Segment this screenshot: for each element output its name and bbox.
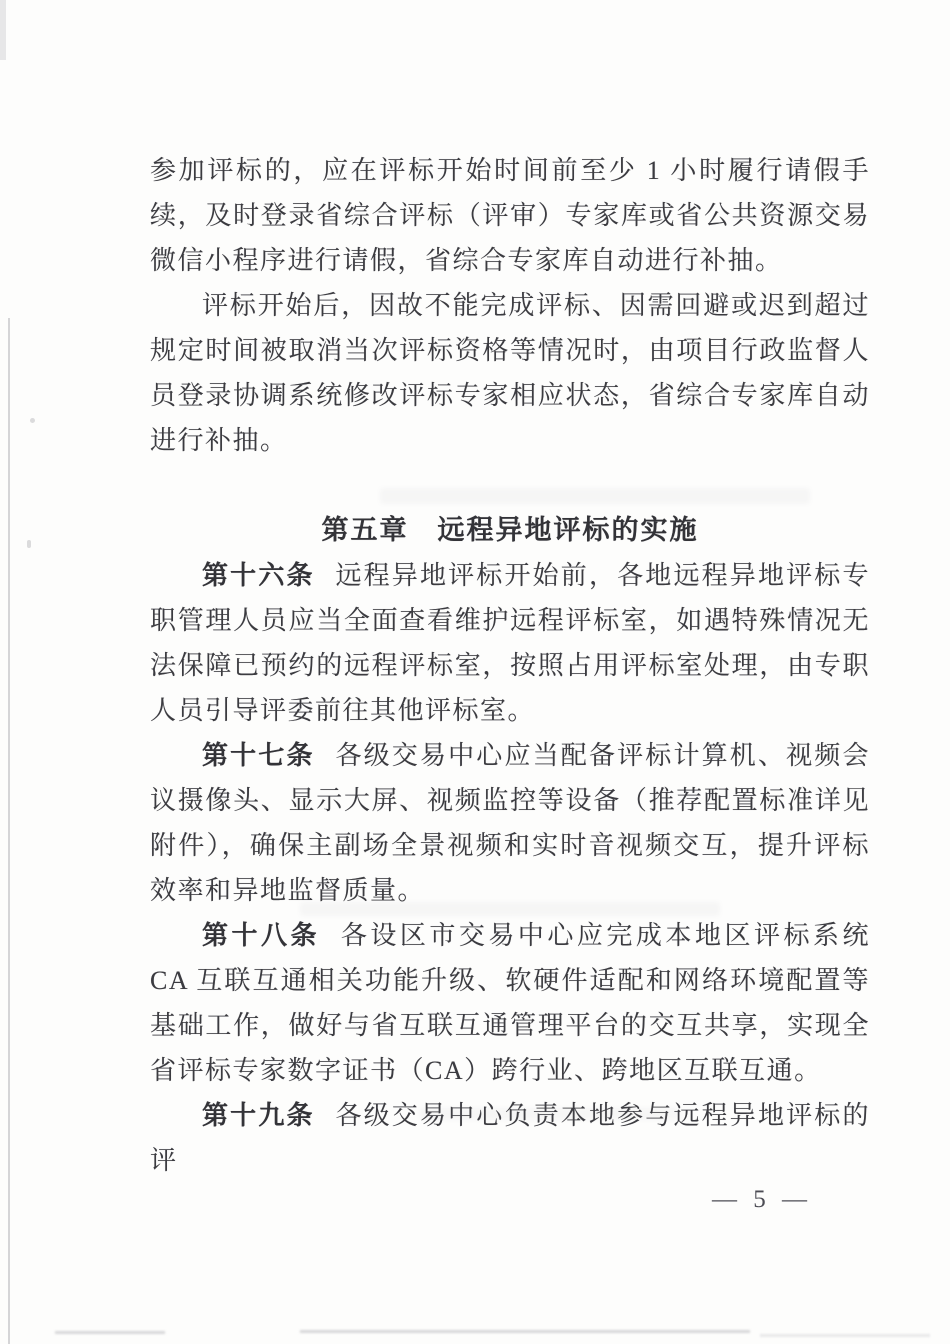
bleed-through-artifact [380,488,810,504]
paragraph-text: 各级交易中心应当配备评标计算机、视频会议摄像头、显示大屏、视频监控等设备（推荐配置标准详见附件），确保主副场全景视频和实时音视频交互，提升评标效率和异地监督质量。 [150,741,870,905]
article-16-label: 第十六条 [202,560,315,590]
article-17-label: 第十七条 [202,740,315,770]
chapter-heading: 第五章 远程异地评标的实施 [321,515,699,545]
article-19-label: 第十九条 [202,1100,315,1130]
paragraph-article-19 [150,1093,870,1183]
scan-bottom-streak-artifact [55,1331,165,1334]
paragraph-after-evaluation-start [150,283,870,463]
paragraph-leave-procedure [150,148,870,283]
scan-bottom-streak-artifact [760,1334,930,1337]
scan-speck-artifact [27,540,31,548]
bleed-through-artifact [300,902,720,916]
scan-bottom-streak-artifact [300,1330,750,1333]
page-number: — 5 — [712,1186,812,1213]
paragraph-article-16 [150,553,870,733]
scan-speck-artifact [30,418,35,423]
paragraph-article-18 [150,913,870,1093]
paragraph-text: 各设区市交易中心应完成本地区评标系统 CA 互联互通相关功能升级、软硬件适配和网络环境配置等基础工作，做好与省互联互通管理平台的交互共享，实现全省评标专家数字证书（CA）跨行业、跨地区互联互通。 [150,921,870,1085]
bleed-through-artifact [420,1108,680,1120]
scan-edge-line-artifact [8,318,10,1344]
article-18-label: 第十八条 [202,920,321,950]
paragraph-text: 参加评标的，应在评标开始时间前至少 1 小时履行请假手续，及时登录省综合评标（评审）专家库或省公共资源交易微信小程序进行请假，省综合专家库自动进行补抽。 [150,156,870,275]
paragraph-text: 远程异地评标开始前，各地远程异地评标专职管理人员应当全面查看维护远程评标室，如遇特殊情况无法保障已预约的远程评标室，按照占用评标室处理，由专职人员引导评委前往其他评标室。 [150,561,870,725]
paragraph-text: 评标开始后，因故不能完成评标、因需回避或迟到超过规定时间被取消当次评标资格等情况时，由项目行政监督人员登录协调系统修改评标专家相应状态，省综合专家库自动进行补抽。 [150,291,870,455]
scan-edge-strip-artifact [0,0,6,60]
document-body [150,148,870,1183]
paragraph-text: 各级交易中心负责本地参与远程异地评标的评 [150,1101,870,1175]
paragraph-article-17 [150,733,870,913]
